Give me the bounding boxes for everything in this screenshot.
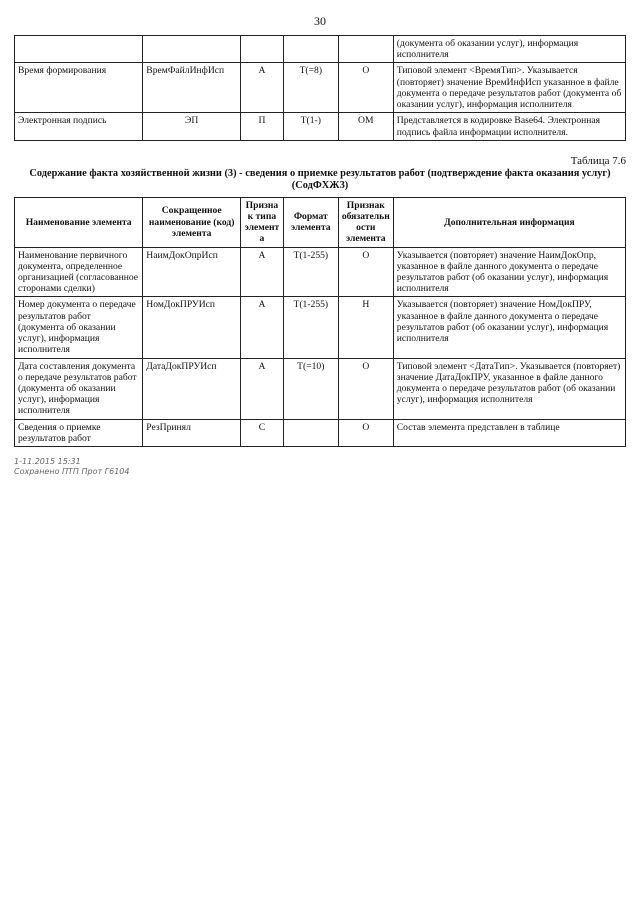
cell-code: ВремФайлИнфИсп [143,63,241,113]
cell-required: Н [338,297,393,358]
table-row [15,297,626,358]
cell-type [241,36,284,63]
table-row [15,358,626,419]
scan-stamp [14,457,626,476]
continuation-table [14,35,626,141]
header-code: Сокращенное наименование (код) элемента [143,197,241,247]
cell-code: РезПринял [143,419,241,446]
cell-info: Типовой элемент <ДатаТип>. Указывается (повторяет) значение ДатаДокПРУ, указанное в файле данного документа о передаче результатов работ (об оказании услуг), информация исполнителя [393,358,625,419]
cell-format [283,36,338,63]
cell-required [338,36,393,63]
cell-required: О [338,247,393,297]
cell-name: Сведения о приемке результатов работ [15,419,143,446]
header-required: Признак обязательности элемента [338,197,393,247]
cell-info: (документа об оказании услуг), информация исполнителя [393,36,625,63]
cell-format [283,419,338,446]
cell-info: Представляется в кодировке Base64. Электронная подпись файла информации исполнителя. [393,113,625,140]
header-format: Формат элемента [283,197,338,247]
cell-type: С [241,419,284,446]
table-row [15,36,626,63]
cell-name [15,36,143,63]
cell-required: О [338,358,393,419]
cell-name: Электронная подпись [15,113,143,140]
table-row [15,419,626,446]
cell-code: ЭП [143,113,241,140]
table-row [15,113,626,140]
cell-code: НаимДокОпрИсп [143,247,241,297]
table-title: Содержание факта хозяйственной жизни (3) - сведения о приемке результатов работ (подтверждение факта оказания услуг) (СодФХЖ3) [29,167,611,192]
header-row [15,197,626,247]
cell-code: НомДокПРУИсп [143,297,241,358]
cell-format: T(=10) [283,358,338,419]
cell-name: Дата составления документа о передаче результатов работ (документа об оказании услуг), информация исполнителя [15,358,143,419]
cell-type: А [241,358,284,419]
header-type: Признак типа элемента [241,197,284,247]
main-table [14,197,626,447]
cell-name: Наименование первичного документа, определенное организацией (согласованное сторонами сделки) [15,247,143,297]
cell-name: Номер документа о передаче результатов работ (документа об оказании услуг), информация исполнителя [15,297,143,358]
cell-required: О [338,419,393,446]
cell-required: ОМ [338,113,393,140]
cell-info: Типовой элемент <ВремяТип>. Указывается (повторяет) значение ВремИнфИсп указанное в файле документа о передаче результатов работ (документа об оказании услуг), информация исполнителя [393,63,625,113]
cell-type: П [241,113,284,140]
header-info: Дополнительная информация [393,197,625,247]
cell-type: А [241,297,284,358]
header-name: Наименование элемента [15,197,143,247]
cell-info: Указывается (повторяет) значение НомДокПРУ, указанное в файле данного документа о передаче результатов работ (об оказании услуг), информация исполнителя [393,297,625,358]
cell-code: ДатаДокПРУИсп [143,358,241,419]
cell-required: О [338,63,393,113]
page-number: 30 [314,14,326,28]
table-label: Таблица 7.6 [570,154,626,167]
cell-info: Состав элемента представлен в таблице [393,419,625,446]
cell-info: Указывается (повторяет) значение НаимДокОпр, указанное в файле данного документа о передаче результатов работ (об оказании услуг), информация исполнителя [393,247,625,297]
stamp-line: Сохранено ПТП Прот Г6104 [14,466,130,476]
cell-type: А [241,63,284,113]
cell-format: T(1-255) [283,247,338,297]
table-row [15,63,626,113]
cell-type: А [241,247,284,297]
cell-name: Время формирования [15,63,143,113]
table-row [15,247,626,297]
cell-code [143,36,241,63]
cell-format: T(=8) [283,63,338,113]
stamp-line: 1-11.2015 15:31 [14,457,81,467]
cell-format: T(1-) [283,113,338,140]
cell-format: T(1-255) [283,297,338,358]
